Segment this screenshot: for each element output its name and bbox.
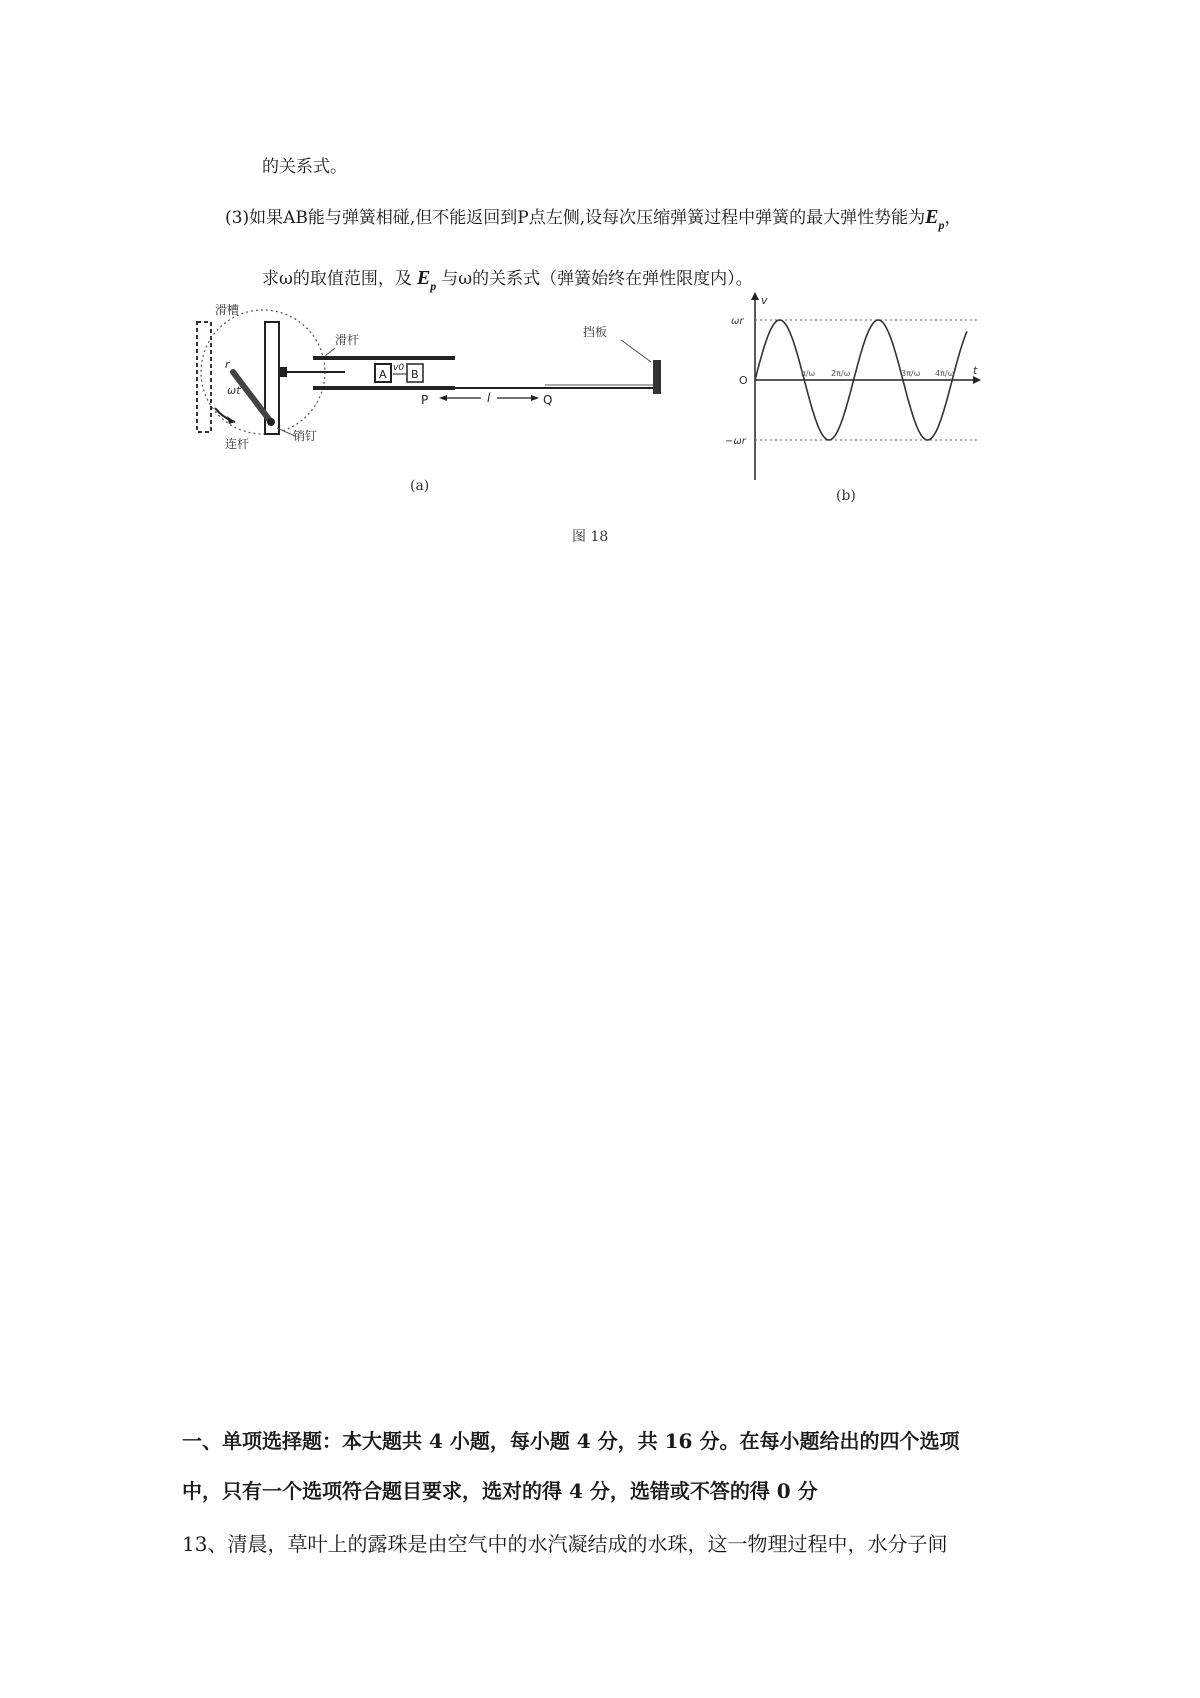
part3-text: (3)如果AB能与弹簧相碰,但不能返回到P点左侧,设每次压缩弹簧过程中弹簧的最大弹性势能为 bbox=[225, 208, 926, 228]
baffle-leader bbox=[621, 340, 651, 362]
tick-4: 4π/ω bbox=[935, 369, 955, 378]
pin-dot bbox=[267, 418, 275, 426]
request-text-a: 求ω的取值范围，及 bbox=[262, 269, 412, 289]
request-text-b: 与ω的关系式（弹簧始终在弹性限度内）。 bbox=[441, 269, 753, 289]
label-r: r bbox=[225, 358, 230, 371]
ep-subscript-2: p bbox=[430, 279, 437, 293]
rod-leader bbox=[325, 348, 335, 356]
ep-symbol bbox=[925, 206, 945, 232]
rotation-arrowhead bbox=[227, 416, 235, 424]
label-pin: 销钉 bbox=[293, 429, 318, 443]
ep-letter-2: E bbox=[416, 267, 431, 289]
tick-2: 2π/ω bbox=[831, 369, 851, 378]
relation-text: 的关系式。 bbox=[262, 157, 347, 177]
label-pos: ωr bbox=[731, 316, 744, 327]
section-heading-line1: 一、单项选择题：本大题共 4 小题，每小题 4 分，共 16 分。在每小题给出的四个选项 bbox=[182, 1429, 960, 1453]
label-b: B bbox=[411, 368, 419, 381]
l-arrowhead-right bbox=[531, 395, 539, 401]
figure-b bbox=[725, 290, 985, 490]
relation-line bbox=[262, 152, 347, 177]
label-l: l bbox=[487, 391, 491, 405]
label-t-axis: t bbox=[973, 364, 978, 377]
label-v0: v0 bbox=[393, 363, 405, 373]
label-origin: O bbox=[739, 374, 748, 387]
label-p: P bbox=[421, 393, 429, 407]
label-slot: 滑槽 bbox=[215, 303, 240, 317]
tick-1: π/ω bbox=[801, 369, 816, 378]
baffle bbox=[653, 360, 661, 394]
ep-letter: E bbox=[925, 206, 939, 228]
outer-slot-frame bbox=[197, 322, 211, 432]
question-13: 13、清晨，草叶上的露珠是由空气中的水汽凝结成的水珠，这一物理过程中，水分子间 bbox=[182, 1532, 948, 1556]
label-v-axis: v bbox=[761, 294, 768, 307]
part3-statement bbox=[225, 203, 961, 233]
figure-caption: 图 18 bbox=[572, 529, 609, 545]
label-a: A bbox=[379, 368, 387, 381]
l-arrowhead-left bbox=[439, 395, 447, 401]
tick-3: 3π/ω bbox=[901, 369, 921, 378]
section-heading-line2: 中，只有一个选项符合题目要求，选对的得 4 分，选错或不答的得 0 分 bbox=[182, 1479, 818, 1503]
label-wt: ωt bbox=[227, 384, 241, 397]
caption-a: (a) bbox=[410, 478, 430, 494]
label-link: 连杆 bbox=[225, 437, 250, 451]
label-neg: −ωr bbox=[725, 436, 746, 447]
part3-request bbox=[262, 264, 753, 294]
t-axis-arrow bbox=[973, 376, 981, 384]
ep-subscript: p bbox=[938, 218, 945, 232]
part3-comma: ， bbox=[944, 208, 962, 228]
caption-b: (b) bbox=[836, 488, 856, 504]
label-q: Q bbox=[543, 393, 553, 407]
label-baffle: 挡板 bbox=[583, 325, 608, 339]
figure-a bbox=[185, 300, 705, 500]
ep-symbol-2 bbox=[412, 267, 441, 293]
label-rod: 滑杆 bbox=[335, 333, 360, 347]
slider-joint bbox=[279, 367, 287, 377]
v-axis-arrow bbox=[751, 292, 759, 300]
